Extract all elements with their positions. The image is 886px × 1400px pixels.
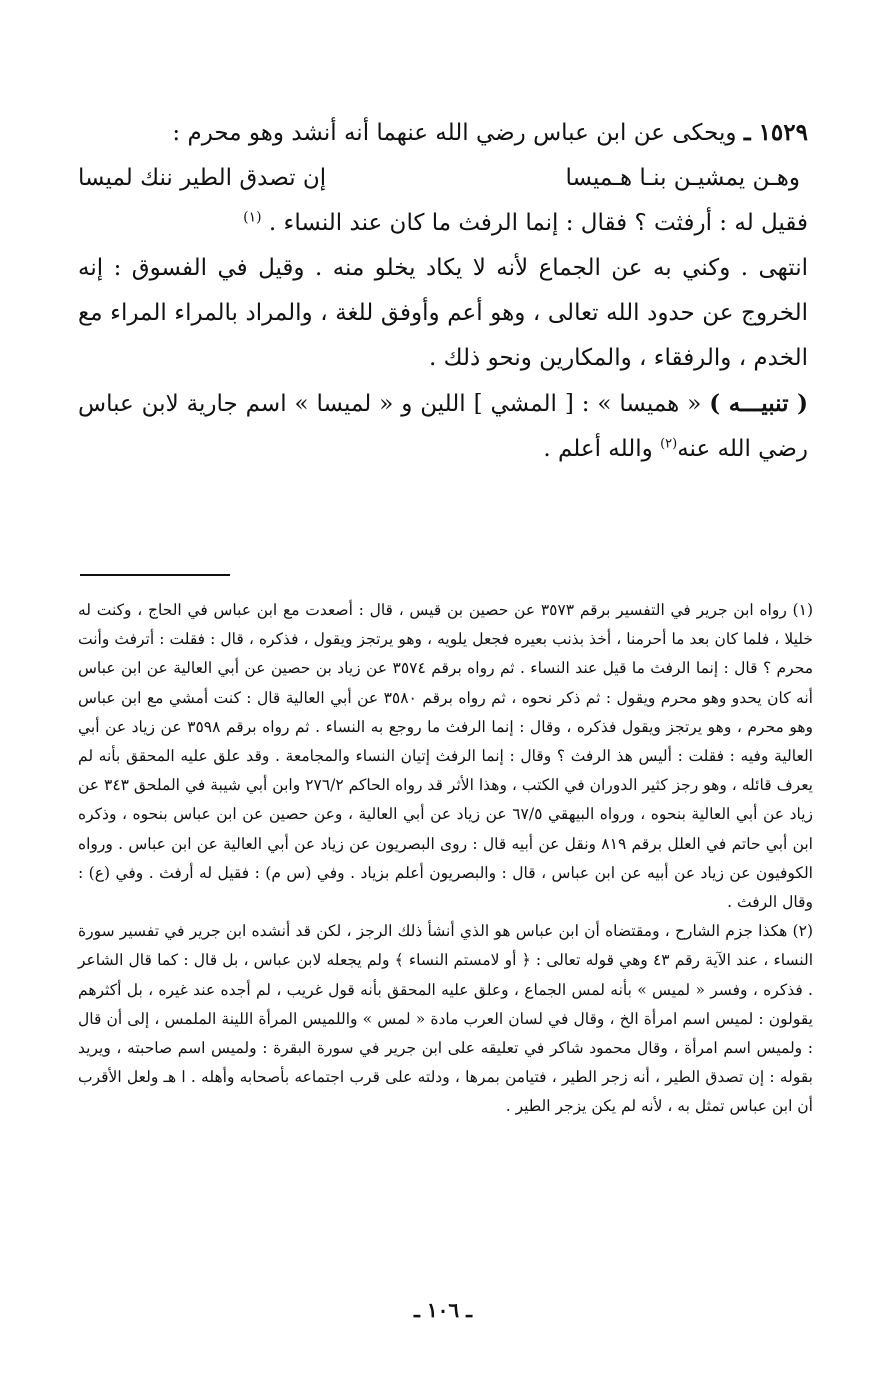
footnotes xyxy=(78,596,813,1122)
tanbih-label: ( تنبيـــه ) xyxy=(709,390,808,417)
verse-second-hemistich: إن تصدق الطير ننك لميسا xyxy=(78,165,327,191)
page-number: ـ ١٠٦ ـ xyxy=(414,1298,472,1322)
footnote-separator xyxy=(80,574,230,576)
entry-intro-line xyxy=(78,110,808,156)
entry-intro: ويحكى عن ابن عباس رضي الله عنهما أنه أنشد وهو محرم : xyxy=(172,120,737,146)
entry-reply: فقيل له : أرفثت ؟ فقال : إنما الرفث ما كان عند النساء . xyxy=(268,210,808,236)
entry-reply-line xyxy=(78,201,808,246)
footnote-2: (٢) هكذا جزم الشارح ، ومقتضاه أن ابن عباس هو الذي أنشأ ذلك الرجز ، لكن قد أنشده ابن جرير في تفسير سورة النساء ، عند الآية رقم ٤٣ وهي قوله تعالى : ﴿ أو لامستم النساء ﴾ ولم يجعله لابن عباس ، بل قال : كما قال الشاعر . فذكره ، وفسر « لميس » بأنه لمس الجماع ، وعلق عليه المحقق بأنه قول غريب ، لم أجده عند غيره ، بل أكثرهم يقولون : لميس اسم امرأة الخ ، وقال في لسان العرب مادة « لمس » واللميس المرأة اللينة الملمس ، إلى أن قال : ولميس اسم امرأة ، وقال محمود شاكر في تعليقه على ابن جرير في سورة البقرة : ولميس اسم صاحبته ، ويريد بقوله : إن تصدق الطير ، أنه زجر الطير ، فتيامن بمرها ، ودلته على قرب اجتماعه بأصحابه وأهله . ا هـ ولعل الأقرب أن ابن عباس تمثل به ، لأنه لم يكن يزجر الطير . xyxy=(78,922,813,1116)
footnote-1: (١) رواه ابن جرير في التفسير برقم ٣٥٧٣ عن حصين بن قيس ، قال : أصعدت مع ابن عباس في الحاج ، وكنت له خليلا ، فلما كان بعد ما أحرمنا ، أخذ بذنب بعيره فجعل يلويه ، وهو يرتجز ويقول ، فذكره ، قال : فقلت : أترفث وأنت محرم ؟ قال : إنما الرفث ما قيل عند النساء . ثم رواه برقم ٣٥٧٤ عن زياد بن حصين عن أبي العالية عن ابن عباس أنه كان يحدو وهو محرم ويقول : ثم ذكر نحوه ، ثم رواه برقم ٣٥٨٠ عن أبي العالية قال : كنت أمشي مع ابن عباس وهو محرم ، وهو يرتجز ويقول فذكره ، وقال : إنما الرفث ما روجع به النساء . ثم رواه برقم ٣٥٩٨ عن زياد عن أبي العالية وفيه : فقلت : أليس هذ الرفث ؟ وقال : إنما الرفث إتيان النساء والمجامعة . وقد علق عليه المحقق بأنه لم يعرف قائله ، وهو رجز كثير الدوران في الكتب ، وهذا الأثر قد رواه الحاكم ٢٧٦/٢ وابن أبي شيبة في الملحق ٣٤٣ عن زياد عن أبي العالية بنحوه ، ورواه البيهقي ٦٧/٥ عن زياد عن أبي العالية ، وعن حصين عن ابن عباس بنحوه ، وذكره ابن أبي حاتم في العلل برقم ٨١٩ ونقل عن أبيه قال : روى البصريون عن زياد عن أبي العالية عن ابن عباس . ورواه الكوفيون عن زياد عن أبيه عن ابن عباس ، قال : والبصريون أعلم بزياد . وفي (س م) : فقيل له أرفث . وفي (ع) : وقال الرفث . xyxy=(78,601,814,912)
verse-first-hemistich: وهـن يمشيـن بنـا هـميسا xyxy=(565,165,800,191)
entry-number: ١٥٢٩ ـ xyxy=(743,119,808,146)
main-text xyxy=(78,110,808,472)
tanbih-end: والله أعلم . xyxy=(543,436,653,462)
tanbih-text: « هميسا » : [ المشي ] اللين و « لميسا » اسم جارية لابن عباس رضي الله عنه xyxy=(78,391,808,462)
footnote-ref-1: (١) xyxy=(243,209,262,226)
footnote-ref-2: (٢) xyxy=(660,436,678,452)
entry-explanation: انتهى . وكني به عن الجماع لأنه لا يكاد يخلو منه . وقيل في الفسوق : إنه الخروج عن حدود الله تعالى ، وهو أعم وأوفق للغة ، والمراد بالمراء المراء مع الخدم ، والرفقاء ، والمكارين ونحو ذلك . xyxy=(78,255,808,371)
tanbih-note xyxy=(78,381,808,472)
poem-verse xyxy=(78,156,808,201)
